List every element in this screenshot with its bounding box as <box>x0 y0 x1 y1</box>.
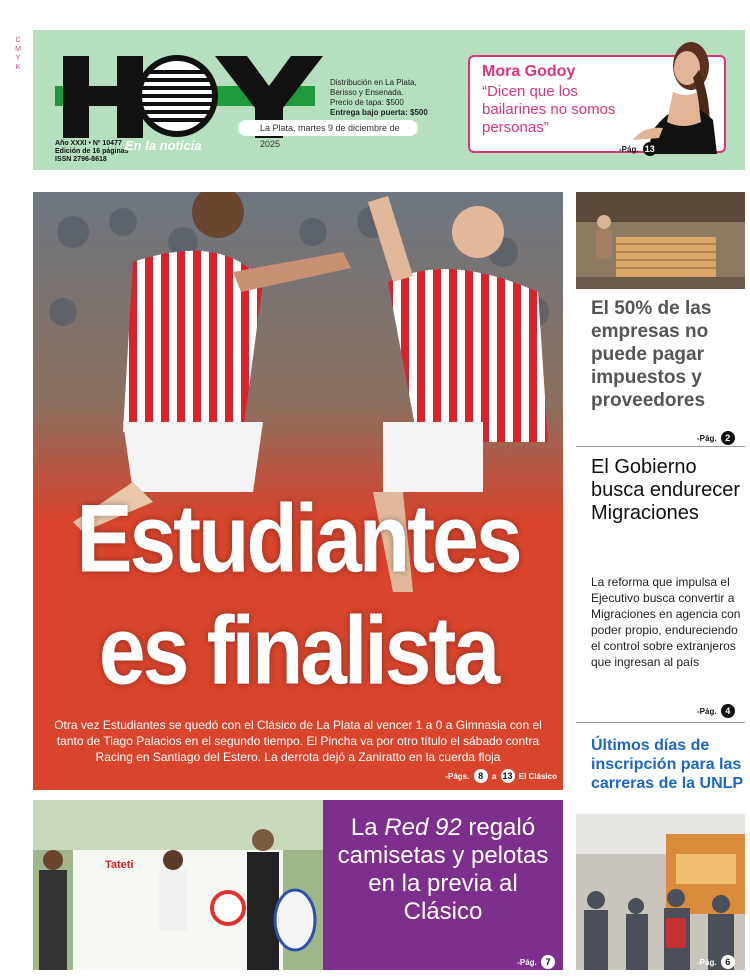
door-price: Entrega bajo puerta: $500 <box>330 108 428 117</box>
story-migration-page-ref[interactable] <box>697 704 737 718</box>
print-mark-k: K <box>15 64 21 71</box>
headline-line-1: Estudiantes <box>76 483 520 593</box>
cover-price: Precio de tapa: $500 <box>330 98 404 107</box>
promo-page-number: 13 <box>644 144 655 154</box>
issue-date: La Plata, martes 9 de diciembre de 2025 <box>238 120 418 136</box>
hero-story[interactable] <box>33 192 563 790</box>
promo-quote: “Dicen que los bailarines no somos personas” <box>482 83 616 136</box>
promo-page-ref[interactable] <box>619 142 713 156</box>
giveaway-headline <box>333 814 553 926</box>
story-unlp-ref-prefix: -Pág. <box>697 958 717 967</box>
story-unlp-page-ref[interactable] <box>697 955 737 969</box>
story-unlp-title[interactable]: Últimos días de inscripción para las carreras de la UNLP <box>591 737 744 792</box>
hero-summary: Otra vez Estudiantes se quedó con el Clásico de La Plata al vencer 1 a 0 a Gimnasia con el tanto de Tiago Palacios en el segundo tiempo. El Pincha va por otro título el sábado contra Racing en Santiago del Estero. La derrota dejó a Zaniratto en la cuerda floja <box>54 718 542 764</box>
headline-line-2: es finalista <box>98 595 498 705</box>
story-economy-page-ref[interactable] <box>697 431 737 445</box>
giveaway-page-ref[interactable] <box>517 955 557 969</box>
story-economy-ref-number: 2 <box>721 431 735 445</box>
giveaway-promo[interactable] <box>323 800 563 970</box>
banner-text: Tateti <box>105 859 134 871</box>
giveaway-ref-prefix: -Pág. <box>517 958 537 967</box>
print-mark-y: Y <box>15 55 21 62</box>
giveaway-headline-brand: Red 92 <box>384 814 462 841</box>
masthead <box>33 30 745 170</box>
hero-ref-to: 13 <box>502 771 513 781</box>
page-count: Edición de 16 páginas <box>55 148 129 155</box>
promo-page-prefix: -Pág. <box>619 145 639 154</box>
issue-number: Año XXXI • Nº 10477 <box>55 140 122 147</box>
unlp-photo <box>576 814 745 970</box>
distribution-info <box>330 78 428 118</box>
distribution-line-2: Berisso y Ensenada. <box>330 88 404 97</box>
hero-ref-section: El Clásico <box>518 772 557 781</box>
promo-name: Mora Godoy <box>482 63 576 80</box>
sawmill-photo <box>576 192 745 289</box>
tagline: En la noticia <box>125 138 202 153</box>
story-unlp-ref-number: 6 <box>721 955 735 969</box>
story-migration-ref-prefix: -Pág. <box>697 707 717 716</box>
giveaway-headline-pre: La <box>350 814 378 841</box>
giveaway-headline-rest: regaló camisetas y pelotas en la previa al Clásico <box>337 814 549 925</box>
hero-ref-prefix: -Págs. <box>445 772 470 781</box>
print-mark-m: M <box>15 46 21 53</box>
divider <box>576 446 745 447</box>
story-economy-ref-prefix: -Pág. <box>697 434 717 443</box>
hero-ref-mid: a <box>491 772 497 781</box>
hero-page-ref[interactable] <box>445 769 557 783</box>
story-migration-title[interactable]: El Gobierno busca endurecer Migraciones <box>591 456 740 524</box>
issn: ISSN 2796-8618 <box>55 156 107 163</box>
issue-info <box>55 140 129 164</box>
divider <box>576 722 745 723</box>
print-registration-marks <box>12 36 24 72</box>
story-migration-body: La reforma que impulsa el Ejecutivo busca convertir a Migraciones en agencia con poder propio, endureciendo el control sobre extranjeros que ingresan al país <box>591 575 741 669</box>
distribution-line-1: Distribución en La Plata, <box>330 78 417 87</box>
promo-section: Espectáculos <box>661 145 713 154</box>
story-migration-ref-number: 4 <box>721 704 735 718</box>
hero-ref-from: 8 <box>474 769 488 783</box>
story-economy-title[interactable]: El 50% de las empresas no puede pagar impuestos y proveedores <box>591 298 712 411</box>
giveaway-ref-number: 7 <box>541 955 555 969</box>
giveaway-photo <box>33 800 323 970</box>
celebrity-photo <box>613 30 733 154</box>
print-mark-c: C <box>15 37 21 44</box>
